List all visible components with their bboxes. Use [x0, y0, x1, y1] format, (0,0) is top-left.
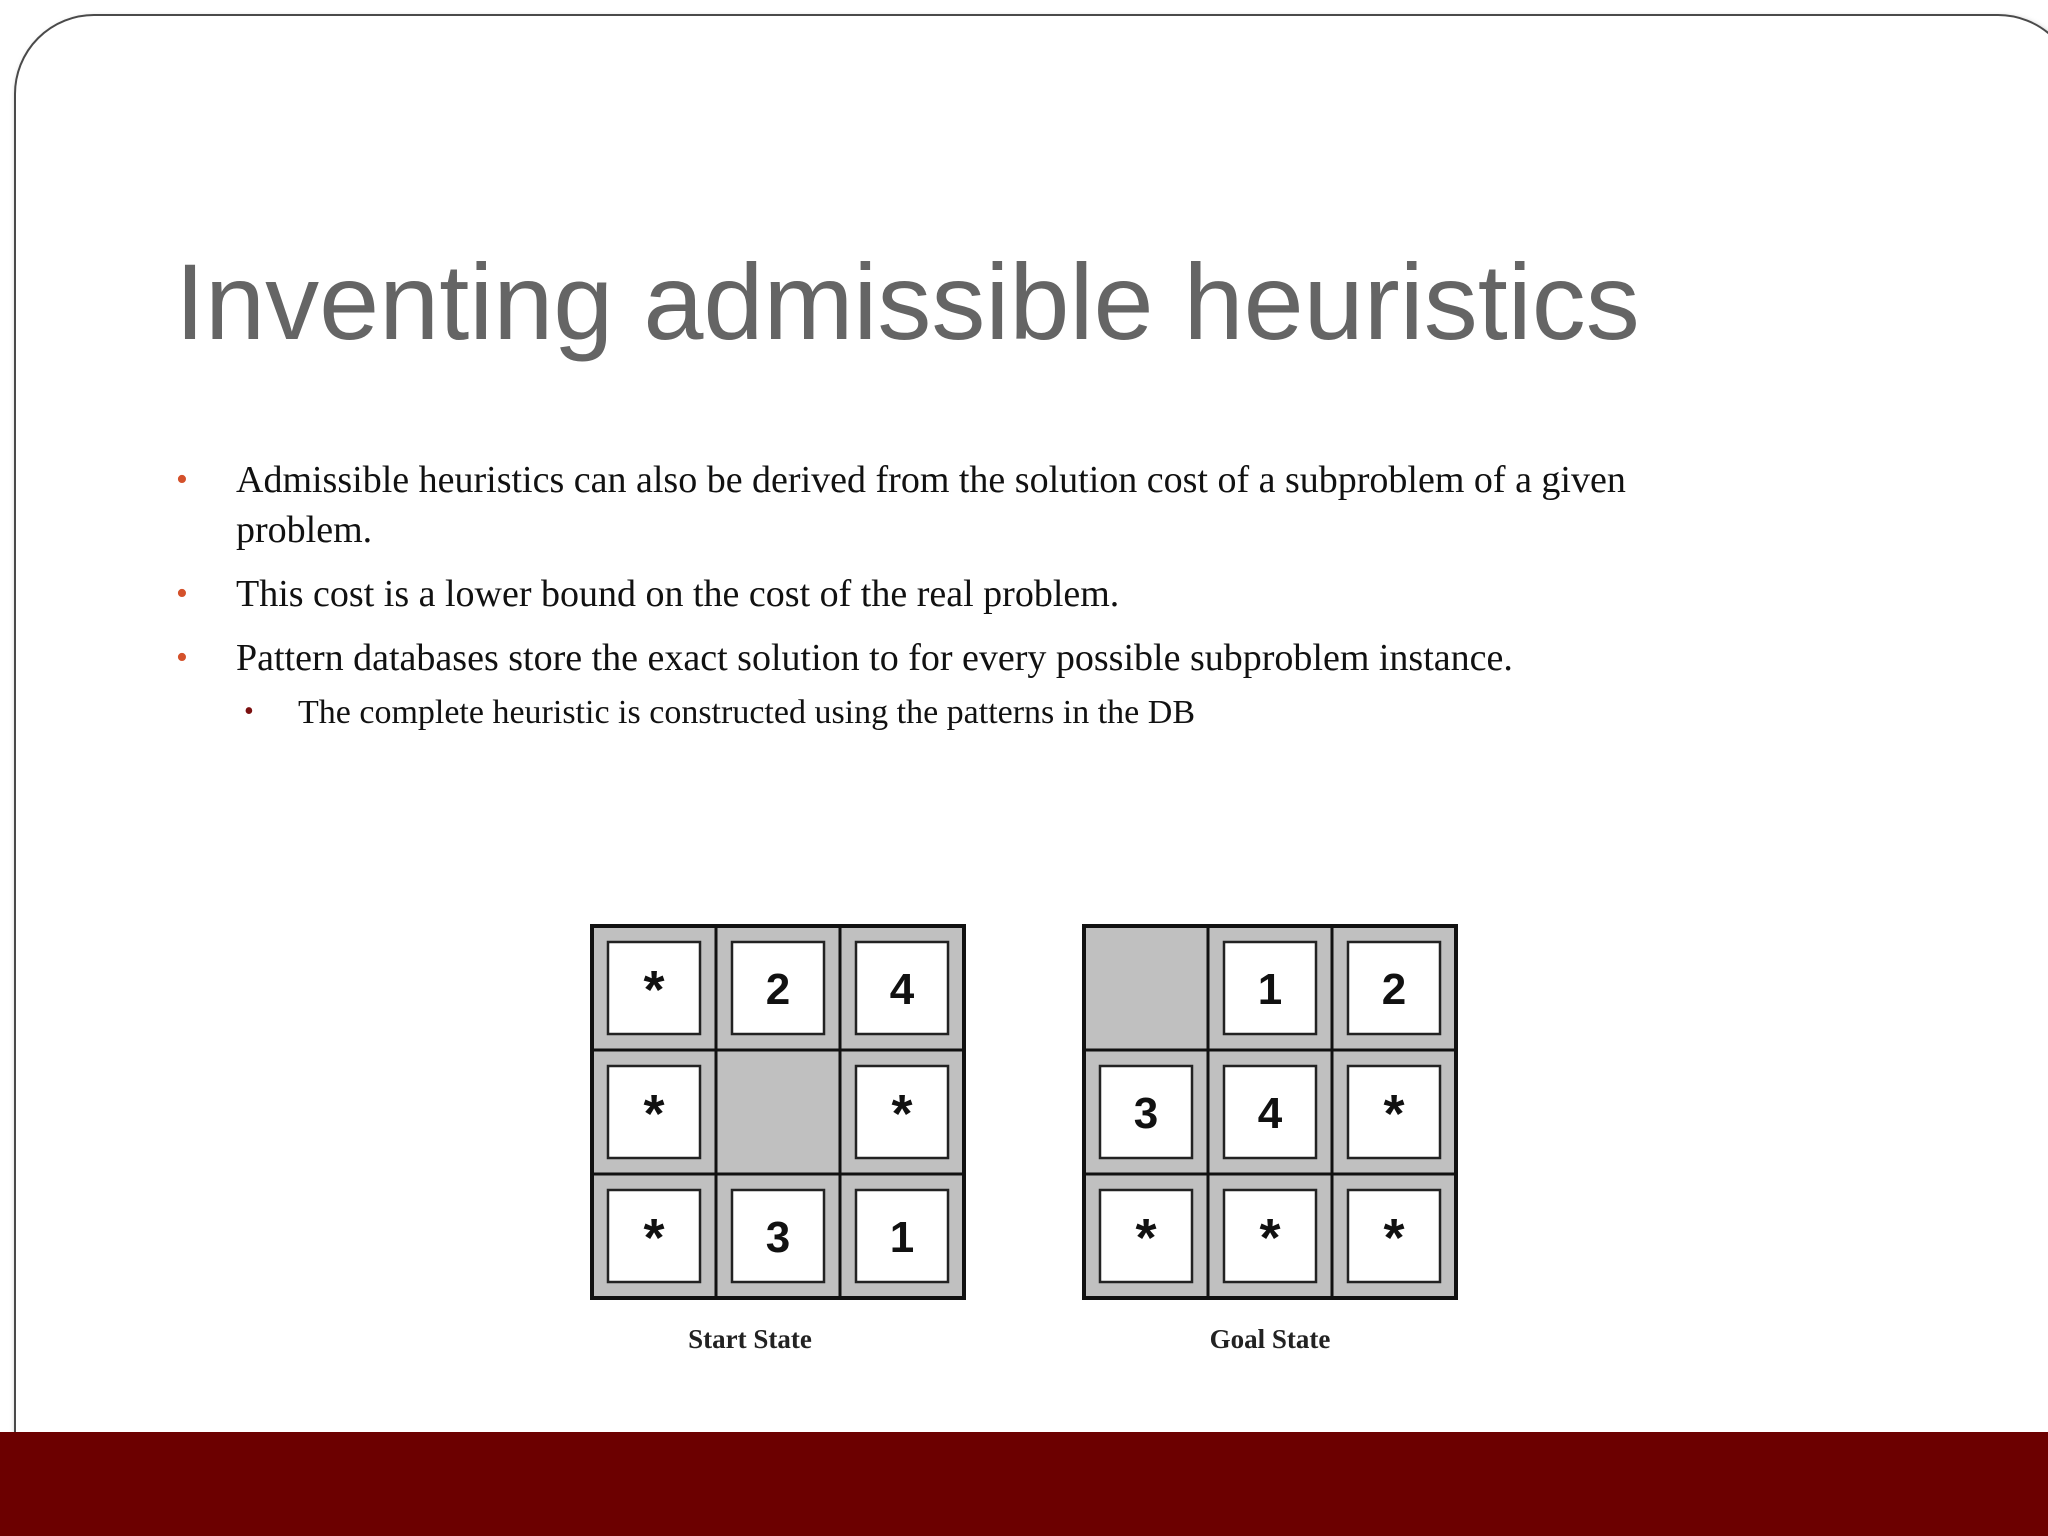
- bullet-dot-icon: •: [176, 575, 188, 612]
- start-state-tile-star-label: *: [643, 960, 665, 1020]
- start-state-tile-star-label: *: [643, 1084, 665, 1144]
- bullet-list: [172, 455, 1732, 735]
- bullet-text: Pattern databases store the exact solution to for every possible subproblem instance.: [236, 637, 1513, 679]
- start-state-caption: Start State: [688, 1324, 812, 1354]
- start-state-tile-number-label: 1: [889, 1213, 915, 1262]
- bullet-item: [172, 455, 1732, 555]
- slide-title: Inventing admissible heuristics: [175, 241, 1640, 362]
- sub-bullet-text: The complete heuristic is constructed using the patterns in the DB: [298, 694, 1195, 731]
- sub-bullet-item: [172, 691, 1732, 735]
- goal-state-grid: [1084, 926, 1456, 1298]
- start-state-tile-star-label: *: [643, 1208, 665, 1268]
- goal-state-tile-number-label: 3: [1133, 1089, 1159, 1138]
- bullet-item: [172, 633, 1732, 683]
- start-state-tile-number-label: 4: [889, 965, 915, 1014]
- start-state-tile-number-label: 2: [765, 965, 791, 1014]
- bullet-dot-icon: •: [176, 461, 188, 498]
- goal-state-tile-number-label: 4: [1257, 1089, 1283, 1138]
- start-state-tile-star-label: *: [891, 1084, 913, 1144]
- goal-state-tile-star-label: *: [1135, 1208, 1157, 1268]
- sub-bullet-dot-icon: •: [244, 696, 254, 727]
- goal-state-tile-star-label: *: [1259, 1208, 1281, 1268]
- goal-state-tile-number-label: 1: [1257, 965, 1283, 1014]
- goal-state-tile-number-label: 2: [1381, 965, 1407, 1014]
- bullet-item: [172, 569, 1732, 619]
- goal-state-caption: Goal State: [1209, 1324, 1331, 1354]
- footer-band: [0, 1432, 2048, 1536]
- puzzle-diagram: [590, 924, 1460, 1324]
- start-state-grid: [592, 926, 964, 1298]
- bullet-dot-icon: •: [176, 639, 188, 676]
- goal-state-tile-star-label: *: [1383, 1084, 1405, 1144]
- puzzle-figure: [590, 924, 1460, 1364]
- bullet-text: Admissible heuristics can also be derived from the solution cost of a subproblem of a given problem.: [236, 459, 1626, 551]
- start-state-tile-number-label: 3: [765, 1213, 791, 1262]
- goal-state-tile-star-label: *: [1383, 1208, 1405, 1268]
- bullet-text: This cost is a lower bound on the cost of the real problem.: [236, 573, 1120, 615]
